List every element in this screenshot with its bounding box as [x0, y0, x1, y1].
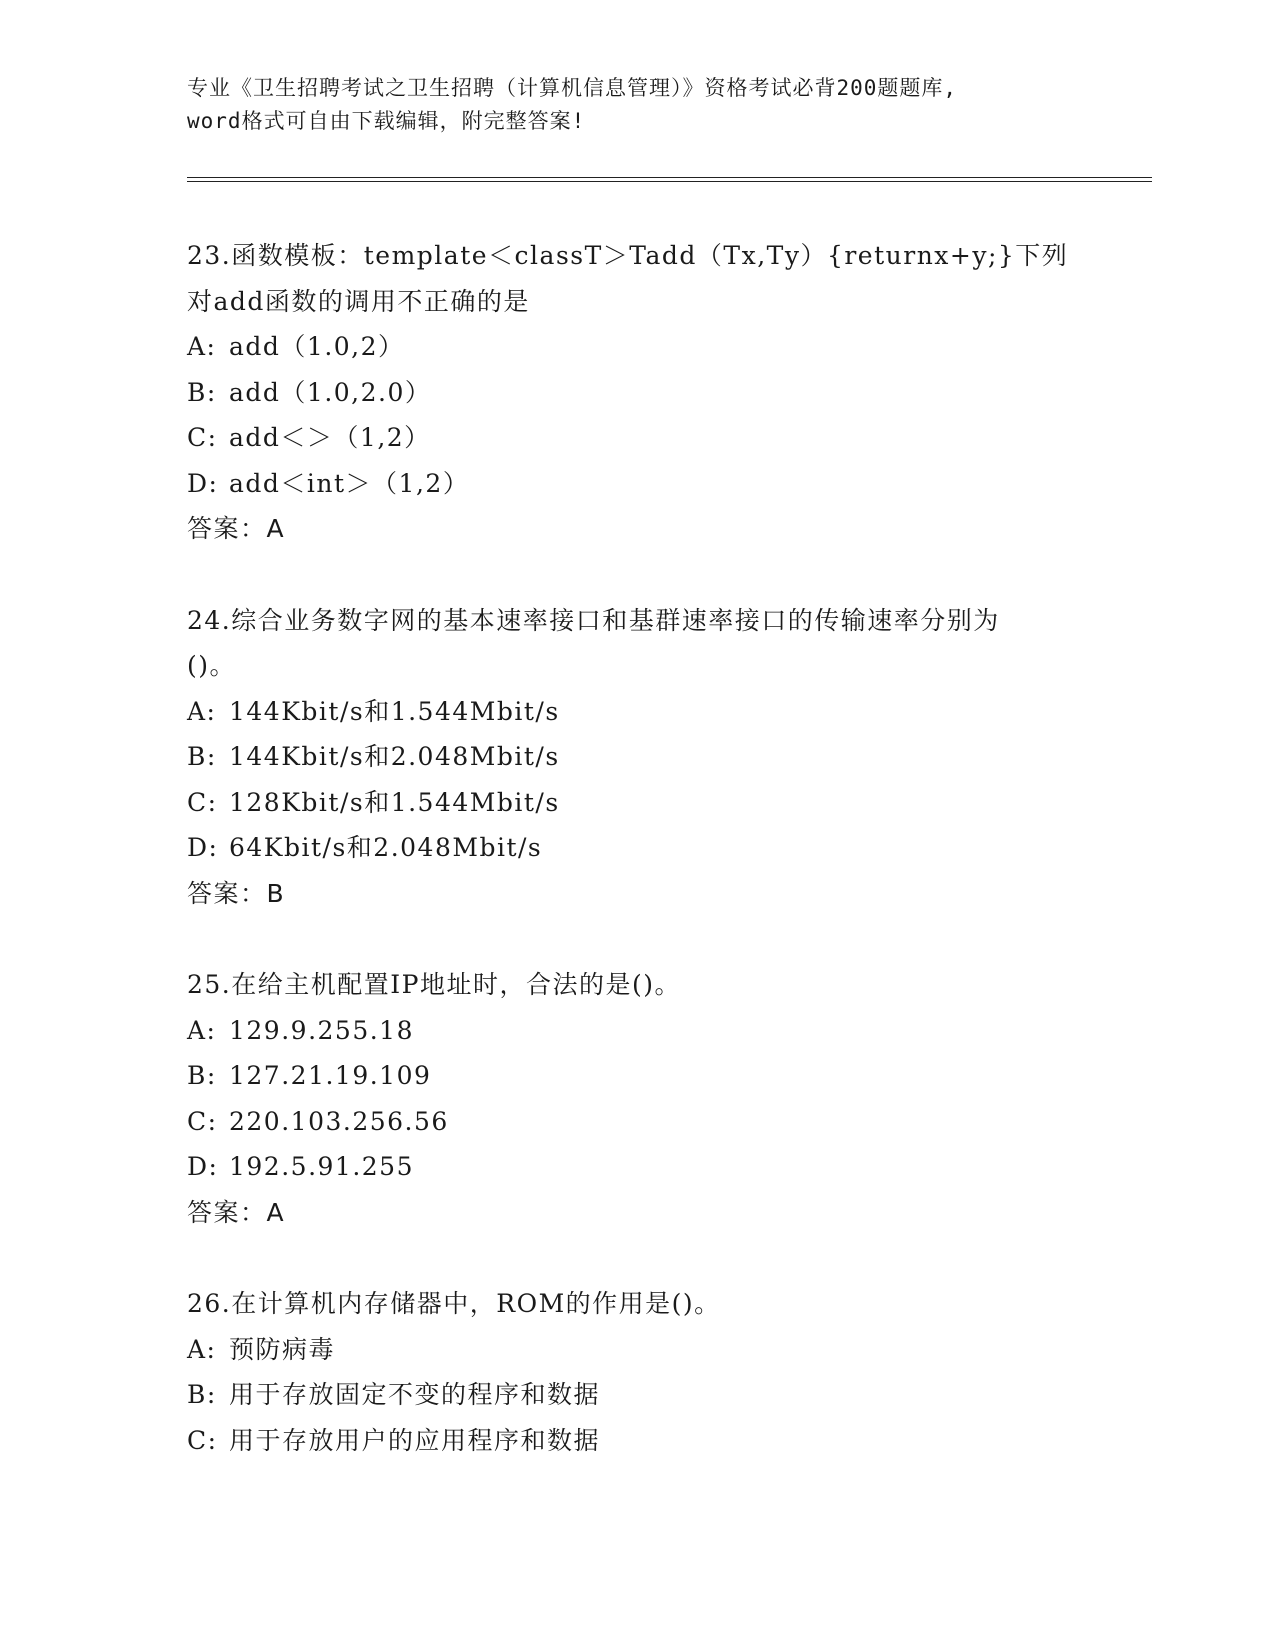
option-c	[187, 1418, 1087, 1464]
header-title-line-2: word格式可自由下载编辑，附完整答案!	[187, 109, 586, 133]
question-list	[187, 233, 1087, 1509]
question-26	[187, 1281, 1087, 1463]
option-c	[187, 780, 1087, 826]
option-text: 用于存放用户的应用程序和数据	[229, 1425, 601, 1455]
option-text: 64Kbit/s和2.048Mbit/s	[229, 833, 543, 862]
option-text: 192.5.91.255	[229, 1152, 414, 1181]
option-letter: B:	[187, 377, 217, 407]
answer-label: 答案：A	[187, 1197, 286, 1227]
option-a	[187, 689, 1087, 735]
option-d	[187, 825, 1087, 871]
question-24	[187, 598, 1087, 917]
option-a	[187, 1008, 1087, 1054]
answer-label: 答案：B	[187, 878, 286, 908]
option-b	[187, 1053, 1087, 1099]
option-b	[187, 370, 1087, 416]
option-c	[187, 415, 1087, 461]
document-header	[187, 72, 1087, 138]
option-text: add＜＞（1,2）	[229, 423, 431, 452]
option-letter: D:	[187, 833, 219, 862]
option-letter: A:	[187, 1334, 217, 1364]
option-text: 144Kbit/s和1.544Mbit/s	[229, 696, 560, 726]
option-text: 129.9.255.18	[229, 1015, 414, 1045]
option-a	[187, 1327, 1087, 1373]
option-text: 预防病毒	[229, 1334, 336, 1364]
question-stem-line: 23.函数模板：template＜classT＞Tadd（Tx,Ty）{returnx+y;}下列	[187, 241, 1069, 270]
option-letter: B:	[187, 1380, 217, 1409]
option-letter: A:	[187, 332, 217, 361]
option-letter: B:	[187, 742, 217, 771]
option-d	[187, 1144, 1087, 1190]
option-letter: A:	[187, 1015, 217, 1045]
question-stem-line: 24.综合业务数字网的基本速率接口和基群速率接口的传输速率分别为	[187, 605, 1000, 635]
answer-label: 答案：A	[187, 514, 286, 543]
header-double-rule	[187, 177, 1152, 182]
option-text: 128Kbit/s和1.544Mbit/s	[229, 787, 560, 817]
option-text: 127.21.19.109	[229, 1061, 432, 1090]
option-text: add（1.0,2.0）	[229, 377, 432, 407]
option-d	[187, 461, 1087, 507]
option-b	[187, 734, 1087, 780]
option-letter: C:	[187, 1106, 218, 1136]
option-text: 220.103.256.56	[229, 1106, 449, 1136]
question-stem-line: 对add函数的调用不正确的是	[187, 286, 530, 316]
option-letter: C:	[187, 1425, 218, 1455]
option-text: add＜int＞（1,2）	[229, 468, 470, 498]
question-23	[187, 233, 1087, 552]
option-c	[187, 1099, 1087, 1145]
option-letter: C:	[187, 787, 218, 817]
option-letter: B:	[187, 1061, 217, 1090]
question-25	[187, 962, 1087, 1235]
option-b	[187, 1372, 1087, 1418]
option-letter: D:	[187, 1152, 219, 1181]
option-letter: C:	[187, 423, 218, 452]
header-title-line-1: 专业《卫生招聘考试之卫生招聘（计算机信息管理）》资格考试必背200题题库,	[187, 76, 958, 100]
question-stem-line: 26.在计算机内存储器中，ROM的作用是()。	[187, 1289, 721, 1318]
option-a	[187, 324, 1087, 370]
question-stem-line: ()。	[187, 651, 237, 680]
option-text: 144Kbit/s和2.048Mbit/s	[229, 742, 560, 771]
option-letter: D:	[187, 468, 219, 498]
option-text: 用于存放固定不变的程序和数据	[229, 1380, 601, 1409]
option-text: add（1.0,2）	[229, 332, 405, 361]
option-letter: A:	[187, 696, 217, 726]
question-stem-line: 25.在给主机配置IP地址时，合法的是()。	[187, 970, 681, 999]
